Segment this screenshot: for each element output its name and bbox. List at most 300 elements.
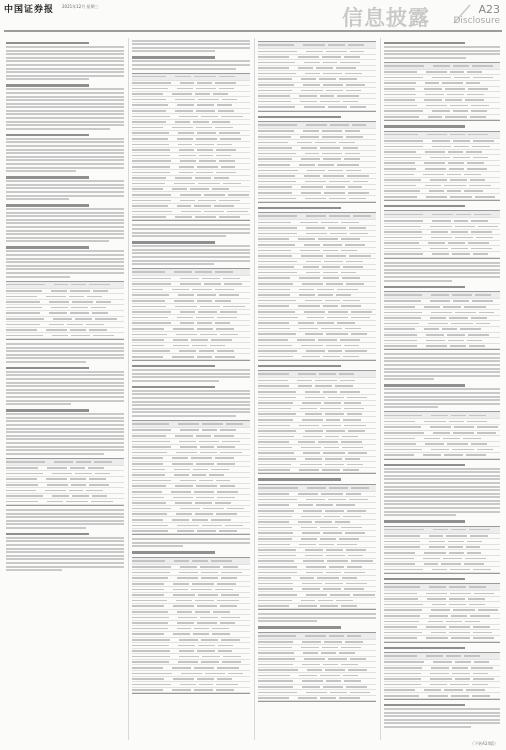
table-cell [307, 669, 322, 671]
table-cell [6, 495, 43, 497]
table-cell [258, 101, 291, 103]
text-line [384, 715, 500, 717]
table-cell [69, 490, 83, 492]
table-cell [384, 684, 421, 686]
table-cell [132, 600, 167, 602]
table-header-row [384, 412, 500, 419]
table-cell [323, 391, 337, 393]
table-cell [341, 441, 362, 443]
table-cell [298, 238, 315, 240]
table-cell [298, 373, 316, 375]
table-cell [258, 664, 293, 666]
table-cell [218, 110, 234, 112]
table-cell [223, 183, 241, 185]
table-cell [327, 317, 348, 319]
table-cell [423, 174, 443, 176]
table-cell [472, 146, 491, 148]
table-cell [174, 560, 189, 562]
table-cell [67, 324, 82, 326]
table-cell [473, 140, 494, 142]
table-cell [320, 675, 340, 677]
masthead [0, 0, 506, 34]
table-cell [475, 294, 491, 296]
table-cell [132, 678, 164, 680]
table-cell [348, 44, 364, 46]
table-cell [132, 216, 166, 218]
table-cell [6, 473, 43, 475]
table-cell [425, 94, 444, 96]
table-cell [258, 67, 289, 69]
table-cell [178, 132, 193, 134]
table-cell [132, 577, 168, 579]
table-cell [465, 99, 484, 101]
table-row [384, 567, 500, 573]
table-cell [304, 311, 326, 313]
table-cell [456, 214, 471, 216]
table-cell [337, 322, 355, 324]
table-cell [305, 198, 325, 200]
column-1 [6, 38, 124, 740]
table-cell [220, 429, 235, 431]
text-line [6, 145, 124, 147]
table-cell [346, 136, 363, 138]
table-cell [258, 215, 297, 217]
table-cell [326, 255, 346, 257]
table-cell [326, 430, 345, 432]
text-line [384, 726, 471, 728]
table-cell [132, 345, 164, 347]
data-table [6, 281, 124, 340]
text-line [6, 562, 124, 564]
table-cell [199, 160, 216, 162]
table-cell [300, 136, 320, 138]
text-line [132, 369, 250, 371]
table-cell [178, 423, 199, 425]
table-cell [472, 695, 489, 697]
table-cell [132, 661, 169, 663]
text-line [132, 260, 250, 262]
table-cell [258, 441, 289, 443]
table-header-row [384, 292, 500, 299]
table-cell [228, 673, 243, 675]
table-cell [196, 172, 213, 174]
section-heading-line [6, 367, 89, 369]
table-cell [329, 215, 349, 217]
section-title: 信息披露 [342, 6, 430, 30]
text-line [6, 548, 124, 550]
table-cell [351, 333, 367, 335]
text-line [384, 353, 500, 355]
table-cell [323, 686, 343, 688]
text-paragraph [258, 613, 376, 622]
table-cell [6, 318, 44, 320]
table-cell [300, 408, 317, 410]
table-cell [258, 527, 292, 529]
table-cell [343, 469, 359, 471]
table-cell [201, 661, 219, 663]
table-cell [426, 655, 442, 657]
table-cell [219, 530, 237, 532]
table-cell [132, 480, 171, 482]
table-cell [324, 192, 346, 194]
table-cell [195, 177, 211, 179]
text-line [6, 53, 124, 55]
text-line [6, 68, 124, 70]
table-cell [473, 678, 494, 680]
data-table [384, 526, 500, 574]
table-cell [427, 598, 445, 600]
table-cell [443, 558, 461, 560]
table-header-row [384, 63, 500, 70]
table-cell [72, 495, 89, 497]
text-line [384, 272, 500, 274]
table-cell [216, 684, 238, 686]
section-heading-line [6, 204, 89, 206]
table-cell [447, 94, 464, 96]
table-cell [326, 90, 343, 92]
table-cell [345, 130, 360, 132]
table-cell [258, 227, 297, 229]
table-cell [384, 667, 422, 669]
table-cell [424, 328, 439, 330]
table-cell [132, 166, 170, 168]
table-cell [95, 473, 109, 475]
table-row [258, 105, 376, 111]
table-cell [196, 138, 217, 140]
table-cell [132, 76, 166, 78]
table-cell [306, 124, 327, 126]
table-cell [467, 168, 487, 170]
table-cell [132, 283, 171, 285]
table-cell [86, 490, 103, 492]
table-cell [212, 188, 228, 190]
text-line [384, 360, 500, 362]
table-cell [326, 333, 347, 335]
table-cell [431, 294, 450, 296]
text-line [6, 233, 124, 235]
table-cell [339, 538, 359, 540]
table-cell [258, 669, 298, 671]
table-cell [258, 345, 292, 347]
table-cell [430, 678, 452, 680]
table-cell [89, 478, 106, 480]
table-cell [324, 447, 339, 449]
text-paragraph [6, 371, 124, 405]
text-line [384, 482, 500, 484]
table-cell [181, 211, 201, 213]
table-cell [179, 656, 199, 658]
table-cell [384, 328, 415, 330]
text-line [6, 106, 124, 108]
table-cell [315, 385, 332, 387]
table-cell [258, 397, 296, 399]
table-cell [215, 589, 233, 591]
table-cell [307, 170, 325, 172]
table-cell [258, 419, 293, 421]
table-cell [47, 501, 63, 503]
table-cell [346, 261, 362, 263]
table-cell [429, 546, 446, 548]
table-cell [216, 513, 237, 515]
text-line [6, 170, 76, 172]
data-table [384, 411, 500, 459]
text-line [384, 719, 500, 721]
table-cell [300, 250, 320, 252]
text-line [6, 361, 86, 363]
table-cell [301, 447, 322, 449]
table-cell [6, 467, 38, 469]
table-cell [428, 621, 443, 623]
section-subtitle-en: Disclosure [453, 16, 500, 26]
table-cell [172, 689, 190, 691]
table-cell [429, 535, 443, 537]
table-cell [471, 105, 488, 107]
table-cell [474, 661, 489, 663]
text-line [132, 411, 250, 413]
table-cell [258, 692, 297, 694]
text-line [6, 417, 124, 419]
table-cell [324, 641, 342, 643]
table-cell [180, 566, 197, 568]
table-cell [424, 99, 441, 101]
text-line [6, 453, 104, 455]
table-cell [306, 499, 326, 501]
table-cell [344, 402, 361, 404]
text-line [6, 195, 124, 197]
text-line [6, 569, 62, 571]
table-cell [172, 519, 189, 521]
table-cell [132, 339, 164, 341]
table-cell [192, 583, 214, 585]
table-cell [384, 449, 422, 451]
table-cell [132, 149, 170, 151]
table-cell [196, 317, 214, 319]
text-line [6, 403, 71, 405]
table-cell [323, 84, 344, 86]
table-cell [448, 340, 464, 342]
data-table [384, 652, 500, 700]
table-cell [51, 290, 67, 292]
table-cell [449, 168, 464, 170]
table-cell [304, 244, 320, 246]
table-cell [194, 667, 215, 669]
table-cell [428, 242, 445, 244]
table-cell [328, 227, 346, 229]
table-cell [304, 658, 325, 660]
table-cell [301, 600, 316, 602]
table-row [384, 115, 500, 121]
table-cell [132, 656, 170, 658]
table-cell [52, 473, 72, 475]
table-cell [464, 174, 481, 176]
table-row [384, 636, 500, 642]
table-cell [448, 162, 464, 164]
table-cell [198, 99, 218, 101]
table-cell [306, 572, 323, 574]
table-cell [196, 435, 211, 437]
text-line [384, 507, 500, 509]
text-line [384, 475, 500, 477]
table-cell [326, 419, 341, 421]
table-row [258, 604, 376, 610]
table-cell [195, 513, 213, 515]
table-cell [342, 277, 360, 279]
data-table [258, 41, 376, 112]
text-line [6, 64, 124, 66]
table-cell [318, 164, 334, 166]
table-cell [339, 697, 361, 699]
table-cell [325, 669, 346, 671]
table-cell [93, 290, 108, 292]
table-cell [132, 110, 166, 112]
table-cell [428, 695, 448, 697]
table-cell [298, 56, 319, 58]
table-cell [473, 637, 494, 639]
table-cell [258, 566, 297, 568]
text-line [6, 149, 124, 151]
table-cell [471, 231, 492, 233]
table-cell [384, 558, 414, 560]
table-cell [301, 647, 319, 649]
table-cell [431, 449, 449, 451]
table-cell [454, 220, 468, 222]
text-line [6, 374, 124, 376]
table-cell [432, 220, 451, 222]
table-cell [258, 272, 297, 274]
table-cell [220, 622, 236, 624]
table-cell [301, 78, 316, 80]
table-cell [430, 226, 452, 228]
table-cell [258, 198, 296, 200]
table-cell [340, 62, 360, 64]
table-cell [258, 425, 290, 427]
table-cell [217, 350, 233, 352]
table-cell [200, 452, 218, 454]
table-cell [197, 166, 217, 168]
table-cell [49, 324, 65, 326]
table-cell [221, 617, 241, 619]
table-cell [430, 673, 449, 675]
table-cell [177, 104, 194, 106]
table-cell [220, 334, 238, 336]
table-cell [471, 667, 493, 669]
table-cell [219, 76, 235, 78]
text-line [6, 167, 124, 169]
table-cell [326, 283, 343, 285]
text-line [6, 128, 110, 130]
text-paragraph [6, 46, 124, 80]
text-line [6, 198, 69, 200]
text-line [6, 268, 124, 270]
table-cell [173, 589, 188, 591]
data-table [258, 632, 376, 703]
section-heading-line [6, 134, 89, 136]
table-cell [337, 289, 358, 291]
table-cell [180, 322, 194, 324]
table-cell [258, 233, 297, 235]
table-cell [258, 84, 294, 86]
table-cell [328, 170, 343, 172]
table-cell [132, 446, 171, 448]
text-line [384, 406, 438, 408]
table-cell [258, 493, 289, 495]
table-cell [328, 397, 343, 399]
table-cell [221, 166, 235, 168]
text-line [132, 64, 250, 66]
table-cell [180, 283, 201, 285]
table-cell [330, 692, 347, 694]
table-cell [384, 237, 422, 239]
table-cell [384, 65, 424, 67]
table-cell [192, 560, 208, 562]
table-cell [202, 429, 217, 431]
table-cell [258, 44, 294, 46]
table-cell [384, 88, 415, 90]
table-cell [320, 95, 334, 97]
table-cell [349, 198, 366, 200]
table-cell [326, 186, 345, 188]
table-cell [384, 185, 416, 187]
table-cell [431, 312, 452, 314]
text-line [6, 187, 124, 189]
table-cell [302, 686, 320, 688]
text-line [132, 542, 250, 544]
table-cell [258, 277, 290, 279]
section-heading-line [258, 478, 341, 480]
table-cell [322, 266, 340, 268]
table-cell [323, 244, 342, 246]
table-cell [384, 77, 423, 79]
table-cell [132, 429, 171, 431]
table-cell [468, 598, 486, 600]
table-cell [258, 635, 296, 637]
table-cell [325, 464, 344, 466]
text-line [258, 617, 376, 619]
section-heading-line [384, 384, 465, 386]
table-row [384, 453, 500, 459]
table-cell [174, 183, 195, 185]
table-cell [258, 255, 292, 257]
table-cell [306, 350, 325, 352]
table-cell [51, 307, 68, 309]
table-cell [46, 296, 66, 298]
table-cell [258, 538, 292, 540]
table-cell [180, 278, 200, 280]
text-line [132, 401, 250, 403]
table-cell [424, 689, 441, 691]
table-cell [305, 635, 326, 637]
table-cell [473, 632, 492, 634]
table-cell [329, 487, 348, 489]
table-cell [433, 529, 448, 531]
table-cell [430, 317, 446, 319]
table-cell [384, 552, 415, 554]
table-cell [132, 508, 171, 510]
table-cell [345, 153, 359, 155]
table-cell [428, 323, 448, 325]
table-cell [298, 441, 314, 443]
table-cell [258, 62, 295, 64]
table-cell [444, 689, 463, 691]
table-cell [432, 253, 449, 255]
table-cell [258, 647, 292, 649]
table-cell [176, 452, 196, 454]
text-line [6, 78, 89, 80]
table-cell [217, 600, 239, 602]
table-cell [132, 530, 168, 532]
table-cell [430, 300, 450, 302]
text-line [6, 258, 124, 260]
